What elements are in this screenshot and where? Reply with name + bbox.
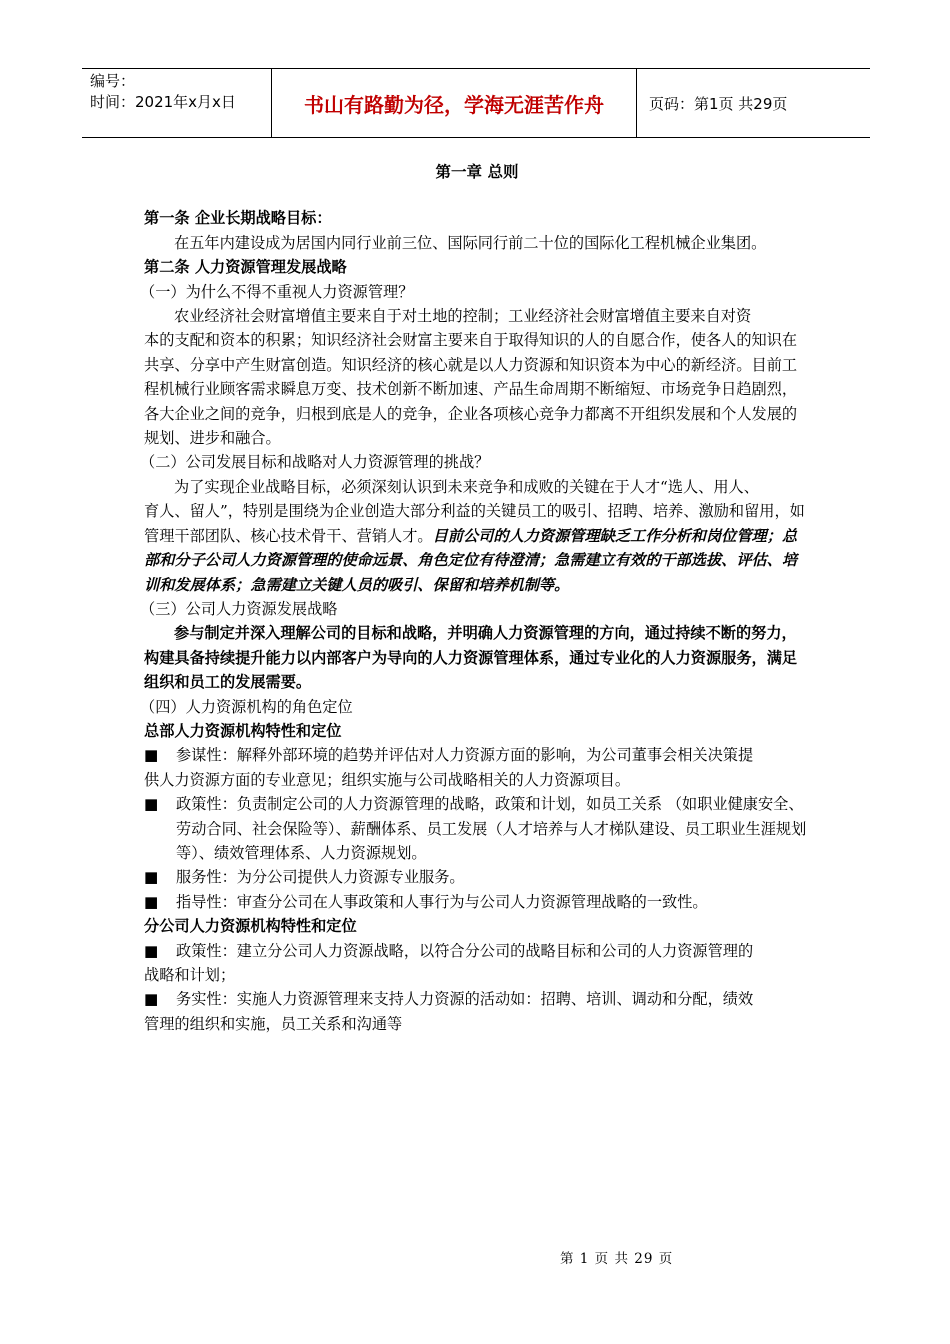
- bullet-square-icon: ■: [144, 892, 159, 911]
- bullet-square-icon: ■: [144, 795, 159, 814]
- bullet-square-icon: ■: [144, 990, 159, 1009]
- question-2-paragraph-line1: 为了实现企业战略目标，必须深刻认识到未来竞争和成败的关键在于人才“选人、用人、: [174, 477, 759, 496]
- question-4: （四）人力资源机构的角色定位: [140, 697, 353, 716]
- question-2-paragraph: [144, 499, 810, 597]
- branch-item-1: [144, 939, 810, 963]
- hq-item-1-text: 参谋性：解释外部环境的趋势并评估对人力资源方面的影响，为公司董事会相关决策提: [176, 746, 754, 765]
- branch-item-2-continued: 管理的组织和实施，员工关系和沟通等: [144, 1014, 403, 1033]
- document-body: [140, 150, 810, 1036]
- number-label: 编号：: [90, 72, 136, 90]
- header-page-info: 页码：第1页 共29页: [649, 94, 788, 113]
- hq-item-1: [144, 743, 810, 767]
- hq-item-4-text: 指导性：审查分公司在人事政策和人事行为与公司人力资源管理战略的一致性。: [176, 892, 708, 911]
- article-1-title: 第一条 企业长期战略目标：: [144, 209, 332, 228]
- header-meta: [82, 69, 272, 137]
- article-2-title: 第二条 人力资源管理发展战略: [144, 258, 347, 277]
- question-1: （一）为什么不得不重视人力资源管理？: [140, 282, 414, 301]
- branch-item-2: [144, 987, 810, 1011]
- question-3: （三）公司人力资源发展战略: [140, 599, 338, 618]
- hq-item-3-text: 服务性：为分公司提供人力资源专业服务。: [176, 868, 465, 887]
- question-3-paragraph: 参与制定并深入理解公司的目标和战略，并明确人力资源管理的方向，通过持续不断的努力，构建具备持续提升能力以内部客户为导向的人力资源管理体系，通过专业化的人力资源服务，满足组织和员工的发展需要。: [144, 624, 798, 692]
- branch-item-1-continued: 战略和计划；: [144, 966, 236, 984]
- bullet-square-icon: ■: [144, 868, 159, 887]
- article-1-paragraph: 在五年内建设成为居国内同行业前三位、国际同行前二十位的国际化工程机械企业集团。: [174, 233, 767, 252]
- question-2-emphasis-text: 目前公司的人力资源管理缺乏工作分析和岗位管理；总部和分子公司人力资源管理的使命远景、角色定位有待澄清；急需建立有效的干部选拔、评估、培训和发展体系；急需建立关键人员的吸引、保留和培养机制等。: [144, 526, 798, 594]
- hq-role-title: 总部人力资源机构特性和定位: [144, 721, 342, 740]
- hq-item-4: [144, 890, 810, 914]
- question-1-paragraph-line1: 农业经济社会财富增值主要来自于对土地的控制；工业经济社会财富增值主要来自对资: [174, 307, 752, 326]
- hq-item-3: [144, 865, 810, 889]
- hq-item-2-text: 政策性：负责制定公司的人力资源管理的战略，政策和计划，如员工关系 （如职业健康安全、劳动合同、社会保险等）、薪酬体系、员工发展（人才培养与人才梯队建设、员工职业生涯规划等）、绩效管理体系、人力资源规划。: [176, 795, 807, 862]
- hq-item-1-continued: 供人力资源方面的专业意见；组织实施与公司战略相关的人力资源项目。: [144, 770, 630, 789]
- question-1-paragraph: 本的支配和资本的积累；知识经济社会财富主要来自于取得知识的人的自愿合作，使各人的知识在共享、分享中产生财富创造。知识经济的核心就是以人力资源和知识资本为中心的新经济。目前工程机械行业顾客需求瞬息万变、技术创新不断加速、产品生命周期不断缩短、市场竞争日趋剧烈，各大企业之间的竞争，归根到底是人的竞争，企业各项核心竞争力都离不开组织发展和个人发展的规划、进步和融合。: [144, 331, 798, 448]
- hq-item-2: [144, 792, 810, 865]
- page-footer: 第 1 页 共 29 页: [560, 1251, 674, 1267]
- question-2-plain-text: 育人、留人”，特别是围绕为企业创造大部分利益的关键员工的吸引、招聘、培养、激励和留用，如管理干部团队、核心技术骨干、营销人才。: [144, 502, 805, 545]
- branch-item-1-text: 政策性：建立分公司人力资源战略，以符合分公司的战略目标和公司的人力资源管理的: [176, 941, 754, 960]
- chapter-title: 第一章 总则: [435, 162, 519, 181]
- bullet-square-icon: ■: [144, 941, 159, 960]
- branch-item-2-text: 务实性：实施人力资源管理来支持人力资源的活动如：招聘、培训、调动和分配，绩效: [176, 990, 754, 1009]
- question-2: （二）公司发展目标和战略对人力资源管理的挑战？: [140, 453, 490, 472]
- page-header: [82, 68, 870, 138]
- branch-role-title: 分公司人力资源机构特性和定位: [144, 917, 357, 936]
- header-motto: 书山有路勤为径，学海无涯苦作舟: [272, 69, 637, 137]
- bullet-square-icon: ■: [144, 746, 159, 765]
- time-label: 时间：2021年x月x日: [90, 93, 236, 111]
